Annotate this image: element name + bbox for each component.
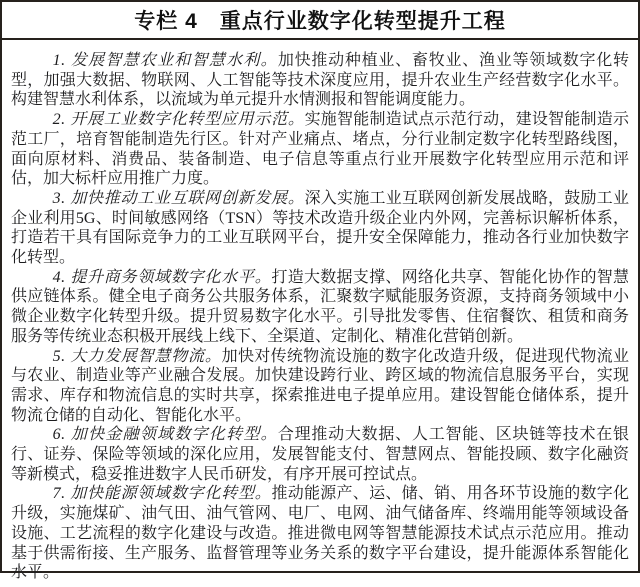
paragraph-item-6: [11, 425, 629, 484]
paragraph-lead: 5. 大力发展智慧物流。: [52, 347, 222, 365]
paragraph-item-4: [11, 268, 629, 347]
paragraph-lead: 3. 加快推动工业互联网创新发展。: [52, 189, 305, 207]
paragraph-item-2: [11, 110, 629, 189]
column-title-row: [2, 2, 638, 40]
paragraph-text: 深入实施工业互联网创新发展战略，鼓励工业企业利用5G、时间敏感网络（TSN）等技术改造升级企业内外网，完善标识解析体系，打造若干具有国际竞争力的工业互联网平台，提升安全保障能力，推动各行业加快数字化转型。: [11, 189, 629, 267]
paragraph-item-1: [11, 51, 629, 110]
paragraph-lead: 2. 开展工业数字化转型应用示范。: [52, 111, 305, 129]
paragraph-item-7: [11, 484, 629, 583]
paragraph-lead: 6. 加快金融领域数字化转型。: [52, 426, 278, 444]
paragraph-text: 打造大数据支撑、网络化共享、智能化协作的智慧供应链体系。健全电子商务公共服务体系，汇聚数字赋能服务资源，支持商务领域中小微企业数字化转型升级。提升贸易数字化水平。引导批发零售、住宿餐饮、租赁和商务服务等传统业态积极开展线上线下、全渠道、定制化、精准化营销创新。: [11, 268, 629, 345]
paragraph-lead: 4. 提升商务领域数字化水平。: [52, 268, 272, 286]
paragraph-item-5: [11, 347, 629, 426]
paragraph-lead: 7. 加快能源领域数字化转型。: [52, 485, 272, 503]
paragraph-text: 合理推动大数据、人工智能、区块链等技术在银行、证券、保险等领域的深化应用，发展智能支付、智慧网点、智能投顾、数字化融资等新模式，稳妥推进数字人民币研发，有序开展可控试点。: [11, 426, 629, 483]
paragraph-text: 推动能源产、运、储、销、用各环节设施的数字化升级，实施煤矿、油气田、油气管网、电厂、电网、油气储备库、终端用能等领域设备设施、工艺流程的数字化建设与改造。推进微电网等智慧能源技术试点示范应用。推动基于供需衔接、生产服务、监督管理等业务关系的数字平台建设，提升能源体系智能化水平。: [11, 485, 629, 582]
paragraph-text: 加快对传统物流设施的数字化改造升级，促进现代物流业与农业、制造业等产业融合发展。加快建设跨行业、跨区域的物流信息服务平台，实现需求、库存和物流信息的实时共享，探索推进电子提单应用。建设智能仓储体系，提升物流仓储的自动化、智能化水平。: [11, 347, 629, 424]
paragraph-text: 实施智能制造试点示范行动，建设智能制造示范工厂，培育智能制造先行区。针对产业痛点、堵点，分行业制定数字化转型路线图，面向原材料、消费品、装备制造、电子信息等重点行业开展数字化转型应用示范和评估，加大标杆应用推广力度。: [11, 111, 629, 188]
column-title: 专栏 4 重点行业数字化转型提升工程: [134, 10, 506, 33]
paragraph-text: 加快推动种植业、畜牧业、渔业等领域数字化转型，加强大数据、物联网、人工智能等技术深度应用，提升农业生产经营数字化水平。构建智慧水利体系，以流域为单元提升水情测报和智能调度能力。: [11, 52, 629, 109]
paragraph-item-3: [11, 189, 629, 268]
paragraph-lead: 1. 发展智慧农业和智慧水利。: [52, 52, 278, 69]
column-body: [2, 40, 638, 587]
